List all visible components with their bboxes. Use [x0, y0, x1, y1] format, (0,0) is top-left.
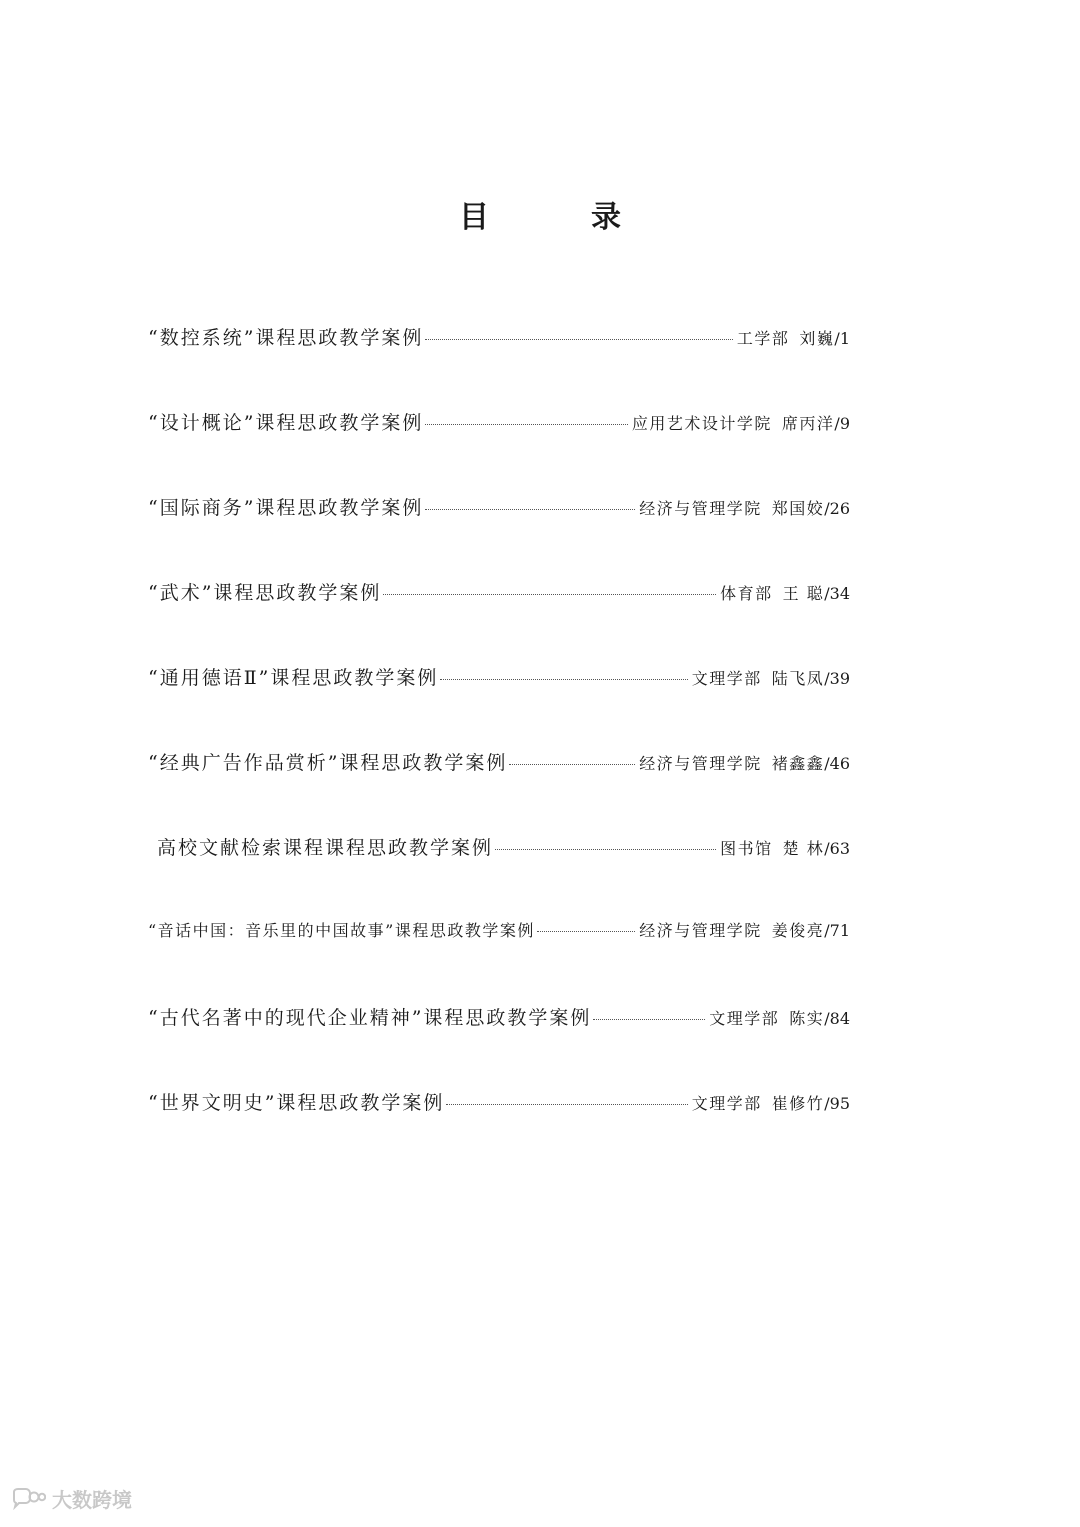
toc-entry-author: 楚 林 [782, 839, 825, 858]
toc-entry-author: 陈实 [789, 1009, 825, 1028]
dot-leader [425, 424, 627, 425]
toc-entry-dept: 文理学部 [691, 669, 762, 688]
dot-leader [440, 679, 687, 680]
toc-entry[interactable] [148, 493, 850, 533]
toc-entry-page: /63 [824, 839, 850, 858]
toc-entry-title: “经典广告作品赏析”课程思政教学案例 [148, 752, 508, 774]
toc-entry-title: 高校文献检索课程课程思政教学案例 [157, 837, 494, 859]
toc-entry-page: /34 [824, 584, 850, 603]
page-title: 目 录 [459, 200, 657, 235]
toc-entry-author: 席丙洋 [781, 414, 835, 433]
toc-entry-title: “古代名著中的现代企业精神”课程思政教学案例 [148, 1007, 592, 1029]
table-of-contents [148, 323, 850, 1173]
toc-entry-title: “世界文明史”课程思政教学案例 [148, 1092, 445, 1114]
toc-entry-dept: 应用艺术设计学院 [631, 414, 772, 433]
toc-entry-page: /84 [824, 1009, 850, 1028]
dot-leader [425, 509, 635, 510]
toc-entry-dept: 经济与管理学院 [639, 754, 762, 773]
dot-leader [537, 931, 635, 932]
toc-entry-author: 郑国姣 [771, 499, 825, 518]
toc-entry[interactable] [148, 1003, 850, 1043]
toc-entry-page: /26 [824, 499, 850, 518]
dot-leader [383, 594, 716, 595]
toc-entry[interactable] [148, 748, 850, 788]
toc-entry-dept: 体育部 [720, 584, 773, 603]
dot-leader [593, 1019, 705, 1020]
dot-leader [446, 1104, 687, 1105]
toc-entry-page: /71 [824, 921, 850, 940]
toc-entry-dept: 文理学部 [691, 1094, 762, 1113]
toc-entry[interactable] [148, 663, 850, 703]
toc-entry-page: /46 [824, 754, 850, 773]
dot-leader [495, 849, 716, 850]
toc-entry-page: /95 [824, 1094, 850, 1113]
toc-entry-title: “音话中国：音乐里的中国故事”课程思政教学案例 [148, 921, 535, 940]
toc-entry-dept: 文理学部 [709, 1009, 780, 1028]
toc-entry-title: “数控系统”课程思政教学案例 [148, 327, 424, 349]
toc-entry[interactable] [148, 323, 850, 363]
toc-entry-title: “通用德语Ⅱ”课程思政教学案例 [148, 667, 439, 689]
toc-entry-page: /1 [834, 329, 850, 348]
toc-entry-dept: 工学部 [736, 329, 790, 348]
dot-leader [425, 339, 732, 340]
toc-entry-author: 刘巍 [799, 329, 835, 348]
toc-entry-dept: 图书馆 [720, 839, 773, 858]
toc-entry-dept: 经济与管理学院 [639, 921, 762, 940]
toc-entry[interactable] [148, 578, 850, 618]
watermark [10, 1484, 132, 1513]
toc-entry-title: “国际商务”课程思政教学案例 [148, 497, 424, 519]
toc-entry[interactable] [148, 408, 850, 448]
toc-entry-author: 姜俊亮 [771, 921, 825, 940]
toc-entry-page: /39 [824, 669, 850, 688]
toc-entry-dept: 经济与管理学院 [639, 499, 762, 518]
toc-entry-author: 崔修竹 [771, 1094, 825, 1113]
toc-entry[interactable] [148, 833, 850, 873]
watermark-text: 大数跨境 [52, 1488, 132, 1512]
toc-entry-title: “武术”课程思政教学案例 [148, 582, 382, 604]
dot-leader [509, 764, 635, 765]
toc-entry[interactable] [148, 918, 850, 958]
chat-bubble-logo-icon [10, 1488, 46, 1510]
toc-entry-page: /9 [834, 414, 850, 433]
toc-entry-title: “设计概论”课程思政教学案例 [148, 412, 424, 434]
toc-entry-author: 王 聪 [782, 584, 825, 603]
toc-entry-author: 陆飞凤 [771, 669, 825, 688]
toc-entry-author: 褚鑫鑫 [771, 754, 825, 773]
toc-entry[interactable] [148, 1088, 850, 1128]
